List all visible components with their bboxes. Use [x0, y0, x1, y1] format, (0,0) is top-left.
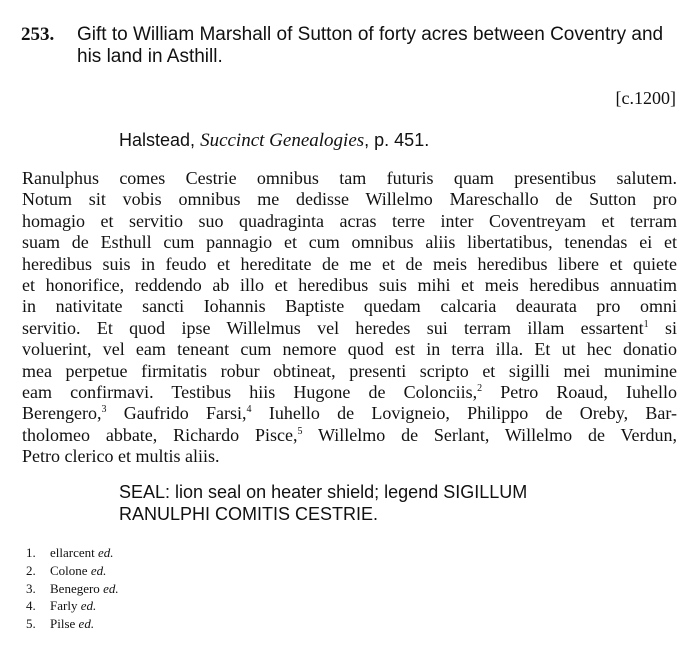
seal-line-2: RANULPHI COMITIS CESTRIE. — [119, 504, 379, 524]
text-line: suam de Esthull cum pannagio et cum omnibus aliis libertatibus, tenendas ei et — [22, 232, 677, 253]
text-segment: Berengero, — [22, 403, 102, 424]
entry-title-line-2: his land in Asthill. — [77, 46, 223, 67]
footnote-ref-5: 5 — [297, 425, 303, 437]
footnote — [26, 562, 119, 580]
text-line: et honorifice, reddendo ab illo et heredibus suis mihi et meis heredibus annuatim — [22, 275, 677, 296]
footnote — [26, 615, 119, 633]
text-line — [22, 425, 677, 446]
source-work: Succinct Genealogies — [200, 130, 365, 151]
text-line: Notum sit vobis omnibus me dedisse Willelmo Mareschallo de Sutton pro — [22, 189, 677, 210]
footnote — [26, 597, 119, 615]
text-segment: si — [648, 317, 677, 338]
footnote-text: Farly — [50, 598, 81, 614]
seal-line-1: SEAL: lion seal on heater shield; legend SIGILLUM — [119, 482, 528, 502]
text-segment: Iuhello de Lovigneio, Philippo de Oreby, Bar- — [251, 403, 678, 424]
footnote-ed: ed. — [103, 580, 119, 596]
footnote-text: Benegero — [50, 580, 104, 596]
text-line: heredibus suis in feudo et hereditate de me et de meis heredibus libere et quiete — [22, 253, 677, 274]
footnotes — [26, 544, 119, 633]
entry-heading — [21, 24, 681, 68]
charter-text — [22, 168, 677, 468]
footnote-ref-3: 3 — [101, 404, 107, 416]
entry-number: 253. — [21, 24, 55, 45]
text-line: Petro clerico et multis aliis. — [22, 446, 220, 467]
text-segment: servitio. Et quod ipse Willelmus vel heredes sui terram illam essartent — [22, 317, 644, 338]
footnote-ref-4: 4 — [246, 404, 252, 416]
text-segment: Gaufrido Farsi, — [106, 403, 247, 424]
text-line — [22, 403, 677, 424]
footnote-ed: ed. — [78, 616, 95, 632]
footnote-ed: ed. — [90, 562, 107, 578]
text-line — [22, 318, 677, 339]
footnote-ed: ed. — [80, 598, 97, 614]
text-segment: eam confirmavi. Testibus hiis Hugone de Colonciis, — [22, 382, 478, 403]
footnote-text: Colone — [50, 562, 91, 578]
seal-description — [119, 481, 639, 525]
entry-date: [c.1200] — [615, 88, 676, 108]
footnote-ref-2: 2 — [477, 383, 483, 395]
footnote-number: 2. — [26, 562, 36, 578]
source-page: , p. 451. — [364, 130, 430, 150]
text-line: mea perpetue firmitatis robur obtineat, presenti scripto et sigilli mei munimine — [22, 360, 677, 381]
footnote-number: 1. — [26, 545, 36, 560]
footnote — [26, 580, 119, 598]
source-citation — [119, 130, 429, 152]
footnote-number: 4. — [26, 598, 36, 614]
footnote — [26, 544, 119, 562]
text-segment: Willelmo de Serlant, Willelmo de Verdun, — [302, 424, 677, 445]
footnote-ref-1: 1 — [643, 318, 649, 330]
footnote-text: ellarcent — [50, 545, 98, 560]
footnote-number: 5. — [26, 616, 36, 632]
footnote-number: 3. — [26, 580, 36, 596]
text-segment: tholomeo abbate, Richardo Pisce, — [22, 424, 298, 445]
footnote-text: Pilse — [50, 616, 79, 632]
footnote-ed: ed. — [98, 545, 114, 560]
text-segment: Petro Roaud, Iuhello — [482, 382, 677, 403]
text-line: voluerint, vel eam teneant cum nemore quod est in terra illa. Et ut hec donatio — [22, 339, 677, 360]
text-line: homagio et servitio suo quadraginta acras terre inter Coventreyam et terram — [22, 210, 677, 231]
text-line: Ranulphus comes Cestrie omnibus tam futuris quam presentibus salutem. — [22, 168, 677, 188]
text-line — [22, 382, 677, 403]
entry-title-line-1: Gift to William Marshall of Sutton of forty acres between Coventry and — [77, 24, 664, 45]
text-line: in nativitate sancti Iohannis Baptiste quedam calcaria deaurata pro omni — [22, 296, 677, 317]
source-author: Halstead, — [119, 130, 196, 150]
